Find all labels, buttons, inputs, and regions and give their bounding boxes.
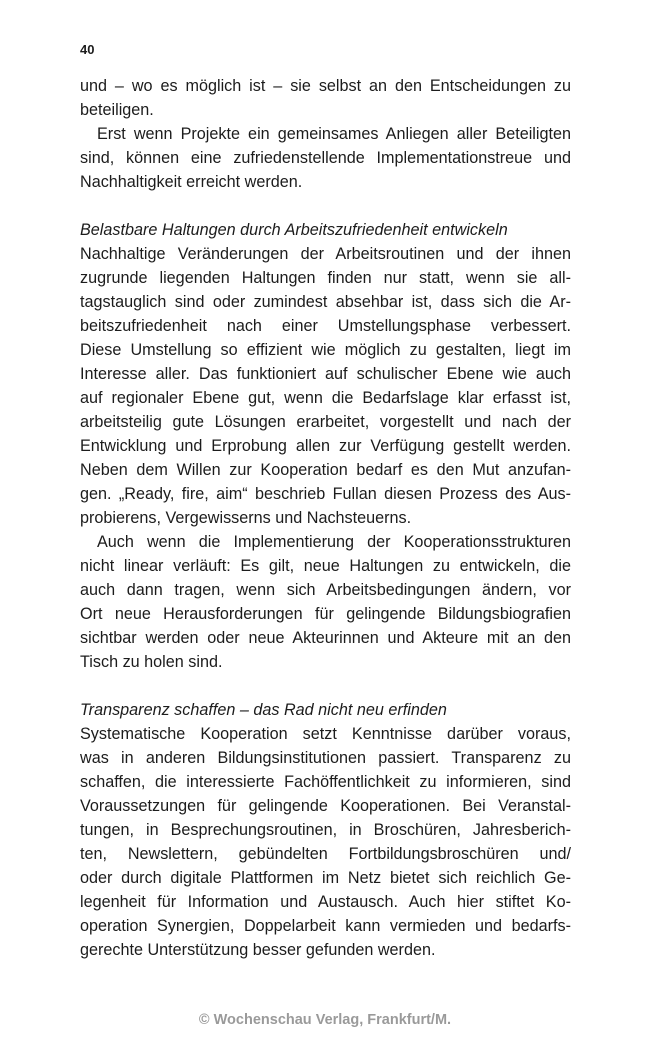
text-line: sichtbar werden oder neue Akteurinnen und Akteure mit an den	[80, 629, 571, 647]
page-number: 40	[80, 42, 95, 57]
text-line: Erst wenn Projekte ein gemeinsames Anliegen aller Beteiligten	[97, 125, 571, 143]
text-line: auf regionaler Ebene gut, wenn die Bedarfslage klar erfasst ist,	[80, 389, 571, 407]
text-line: zugrunde liegenden Haltungen finden nur statt, wenn sie all-	[80, 269, 571, 287]
text-line: tungen, in Besprechungsroutinen, in Broschüren, Jahresberich-	[80, 821, 571, 839]
text-line: Ort neue Herausforderungen für gelingende Bildungsbiografien	[80, 605, 571, 623]
text-line: tagstauglich sind oder zumindest absehbar ist, dass sich die Ar-	[80, 293, 571, 311]
text-line: gerechte Unterstützung besser gefunden werden.	[80, 941, 436, 959]
text-line: und – wo es möglich ist – sie selbst an den Entscheidungen zu	[80, 77, 571, 95]
text-line: was in anderen Bildungsinstitutionen passiert. Transparenz zu	[80, 749, 571, 767]
text-line: sind, können eine zufriedenstellende Implementationstreue und	[80, 149, 571, 167]
section-heading: Transparenz schaffen – das Rad nicht neu erfinden	[80, 701, 447, 719]
text-line: Entwicklung und Erprobung allen zur Verfügung gestellt werden.	[80, 437, 571, 455]
text-line: oder durch digitale Plattformen im Netz bietet sich reichlich Ge-	[80, 869, 571, 887]
text-line: Neben dem Willen zur Kooperation bedarf es den Mut anzufan-	[80, 461, 571, 479]
copyright-footer: © Wochenschau Verlag, Frankfurt/M.	[198, 1012, 452, 1028]
section-heading: Belastbare Haltungen durch Arbeitszufriedenheit entwickeln	[80, 221, 508, 239]
text-line: legenheit für Information und Austausch. Auch hier stiftet Ko-	[80, 893, 571, 911]
text-line: nicht linear verläuft: Es gilt, neue Haltungen zu entwickeln, die	[80, 557, 571, 575]
text-line: ten, Newslettern, gebündelten Fortbildungsbroschüren und/	[80, 845, 571, 863]
text-line: Voraussetzungen für gelingende Kooperationen. Bei Veranstal-	[80, 797, 571, 815]
text-line: beitszufriedenheit nach einer Umstellungsphase verbessert.	[80, 317, 571, 335]
text-line: schaffen, die interessierte Fachöffentlichkeit zu informieren, sind	[80, 773, 571, 791]
text-line: Interesse aller. Das funktioniert auf schulischer Ebene wie auch	[80, 365, 571, 383]
text-line: Nachhaltige Veränderungen der Arbeitsroutinen und der ihnen	[80, 245, 571, 263]
text-line: gen. „Ready, fire, aim“ beschrieb Fullan diesen Prozess des Aus-	[80, 485, 571, 503]
text-line: operation Synergien, Doppelarbeit kann vermieden und bedarfs-	[80, 917, 571, 935]
text-line: probierens, Vergewisserns und Nachsteuerns.	[80, 509, 412, 527]
text-line: Tisch zu holen sind.	[80, 653, 223, 671]
text-line: auch dann tragen, wenn sich Arbeitsbedingungen ändern, vor	[80, 581, 571, 599]
text-line: beteiligen.	[80, 101, 154, 119]
text-line: Diese Umstellung so effizient wie möglich zu gestalten, liegt im	[80, 341, 571, 359]
text-line: arbeitsteilig gute Lösungen erarbeitet, vorgestellt und nach der	[80, 413, 571, 431]
text-line: Auch wenn die Implementierung der Kooperationsstrukturen	[97, 533, 571, 551]
text-line: Systematische Kooperation setzt Kenntnisse darüber voraus,	[80, 725, 571, 743]
text-line: Nachhaltigkeit erreicht werden.	[80, 173, 303, 191]
